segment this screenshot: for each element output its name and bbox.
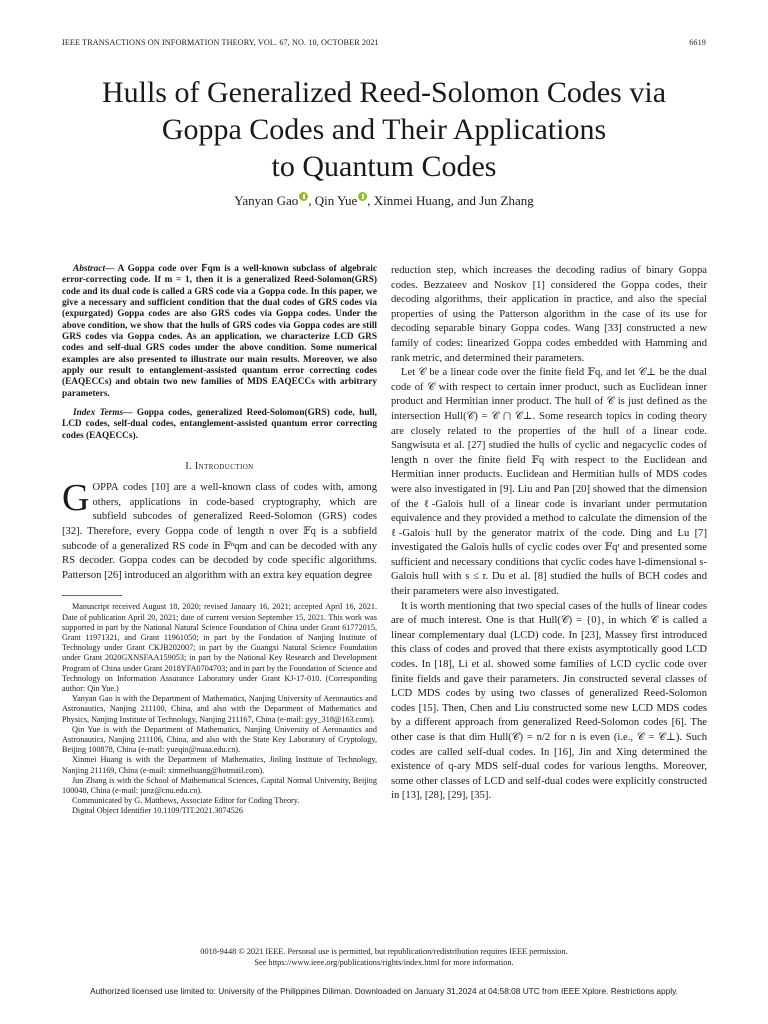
author-name: Qin Yue [314,193,358,208]
author-list: Yanyan Gao , Qin Yue , Xinmei Huang, and Jun Zhang [234,193,534,208]
index-terms-text: — Goppa codes, generalized Reed-Solomon(GRS) code, hull, LCD codes, self-dual codes, entanglement-assisted quantum error correcting codes (EAQECCs). [62,408,377,441]
orcid-icon[interactable] [299,192,308,201]
title-line-2: Goppa Codes and Their Applications [161,113,607,146]
author-names-rest: , Xinmei Huang, and Jun Zhang [367,193,534,208]
index-terms-lead: Index Terms [73,408,124,419]
paper-title [40,74,728,185]
section-number: I. [185,461,195,473]
title-line-1: Hulls of Generalized Reed-Solomon Codes via [101,76,667,109]
drop-cap: G [62,477,90,520]
index-terms [62,408,377,442]
body-paragraph: It is worth mentioning that two special cases of the hulls of linear codes are of much interest. One is that Hull(𝒞) = {0}, in which 𝒞 is called a linear complementary dual (LCD) code. In [23], Massey first introduced this class of codes and proved that there exists asymptotically good LCD codes. In [18], Li et al. showed some families of LCD cyclic code over finite fields and gave their parameters. Jin constructed several classes of LCD MDS codes by using two classes of generalized Reed-Solomon codes [15]. Then, Chen and Liu constructed some new LCD MDS codes by a different approach from generalized Reed-Solomon codes [6]. The other case is that dim Hull(𝒞) = n/2 for n is even (i.e., 𝒞 = 𝒞⊥). Such codes are called self-dual codes. In [16], Jin and Xing determined the existence of q-ary MDS self-dual codes for various lengths. Moreover, some other classes of LCD and self-dual codes were explicitly constructed in [13], [28], [29], [35]. [391,600,707,802]
footnote-editor: Communicated by G. Matthews, Associate Editor for Coding Theory. [72,796,300,806]
footnotes [62,602,377,816]
body-paragraph: Let 𝒞 be a linear code over the finite field 𝔽q, and let 𝒞⊥ be the dual code of 𝒞 with respect to certain inner product, such as Euclidean inner product and Hermitian inner product. The hull of 𝒞 is just defined as the intersection Hull(𝒞) = 𝒞 ⋂ 𝒞⊥. Some research topics in coding theory are closely related to the properties of the hull of a linear code. Sangwisuta et al. [27] studied the hulls of cyclic and negacyclic codes of length n over the finite field 𝔽q with respect to the Euclidean and Hermitian inner products. Euclidean and Hermitian hulls of MDS codes were also investigated in [9]. Liu and Pan [20] showed that the dimension of the ℓ-Galois hull of a linear code is invariant under permutation equivalence and they provided a method to calculate the dimension of the ℓ-Galois hull by the generator matrix of the code. Ding and Lu [7] investigated the Galois hulls of cyclic codes over 𝔽qʳ and presented some sufficient and necessary conditions that cyclic codes have l-dimensional s-Galois hull with s ≤ r. Du et al. [8] studied the hulls of BCH codes and their parameters were also investigated. [391,367,707,598]
section-title: Introduction [194,461,254,473]
abstract-text: — A Goppa code over 𝔽qm is a well-known subclass of algebraic error-correcting code. If m = 1, then it is a generalized Reed-Solomon(GRS) code and its dual code is called a GRS code via a Goppa code. In this paper, we give a necessary and sufficient condition that the dual codes of GRS codes via (expurgated) Goppa codes are also GRS codes via Goppa codes. Under the above condition, we show that the hulls of GRS codes via Goppa codes are still GRS codes via Goppa codes. As an application, we characterize LCD GRS codes and self-dual GRS codes under the above condition. Some numerical examples are also presented to illustrate our main results. Moreover, we also apply our result to entanglement-assisted quantum error correcting codes (EAQECCs) and obtain two new families of MDS EAQECCs with arbitrary parameters. [62,264,377,399]
footnote-affiliation-yue: Qin Yue is with the Department of Mathematics, Nanjing University of Aeronautics and Astronautics, Nanjing 211106, China, and also with the State Key Laboratory of Cryptology, Beijing 100878, China (e-mail: yueqin@nuaa.edu.cn). [62,724,377,755]
orcid-icon[interactable] [358,192,367,201]
footnote-rule [62,595,122,596]
author-name: Yanyan Gao [234,193,299,208]
rights-url-line[interactable]: See https://www.ieee.org/publications/rights/index.html for more information. [254,958,514,967]
right-column [391,264,707,804]
footnote-doi: Digital Object Identifier 10.1109/TIT.2021.3074526 [72,806,243,816]
section-heading [62,461,377,472]
intro-paragraph [62,477,377,583]
page-number: 6619 [689,38,706,47]
journal-name: IEEE TRANSACTIONS ON INFORMATION THEORY, VOL. 67, NO. 10, OCTOBER 2021 [62,38,379,47]
title-line-3: to Quantum Codes [271,150,497,183]
footnote-affiliation-huang: Xinmei Huang is with the Department of Mathematics, Jinling Institute of Technology, Nanjing 211169, China (e-mail: xinmeihuang@hotmail.com). [62,755,377,775]
footnote-manuscript: Manuscript received August 18, 2020; revised January 16, 2021; accepted April 16, 2021. Date of publication April 20, 2021; date of current version September 15, 2021. This work was supported in part by the National Natural Science Foundation of China under Grant 61772015, Grant 11971321, and Grant 11961050; in part by the Fondation of Nanjing Institute of Technology under Grant CKJB202007; in part by the Guangxi Natural Science Foundation under Grant 2020GXNSFAA159053; in part by the National Key Research and Development Program of China under Grant 2018YFA0704703; and in part by the Foundation of Science and Technology on Information Assurance Laboratory under Grant KJ-17-010. (Corresponding author: Qin Yue.) [62,602,377,693]
license-banner: Authorized licensed use limited to: University of the Philippines Diliman. Downloaded on January 31,2024 at 04:58:08 UTC from IEEE Xplore. Restrictions apply. [90,986,678,996]
running-header [62,38,706,52]
intro-smallcaps: OPPA [92,482,119,494]
left-column [62,264,377,817]
copyright-notice [40,946,728,968]
intro-text: codes [10] are a well-known class of codes with, among others, applications in code-based cryptography, which are subfield subcodes of generalized Reed-Solomon (GRS) codes [32]. Therefore, every Goppa code of length n over 𝔽q is a subfield subcode of a generalized RS code in 𝔽ⁿqm and can be decoded with any RS decoder. Goppa codes can be decoded by code specific algorithms. Patterson [26] introduced an algorithm with an extra key equation degree [62,482,377,581]
abstract-lead: Abstract [73,264,106,274]
footnote-affiliation-gao: Yanyan Gao is with the Department of Mathematics, Nanjing University of Aeronautics and Astronautics, Nanjing 211100, China, and also with the Department of Mathematics and Physics, Nanjing Institute of Technology, Nanjing 211167, China (e-mail: gyy_318@163.com). [62,694,377,724]
abstract [62,264,377,400]
copyright-line: 0018-9448 © 2021 IEEE. Personal use is permitted, but republication/redistribution requires IEEE permission. [200,947,568,956]
footnote-affiliation-zhang: Jun Zhang is with the School of Mathematical Sciences, Capital Normal University, Beijing 100048, China (e-mail: junz@cnu.edu.cn). [62,775,377,795]
body-paragraph: reduction step, which increases the decoding radius of binary Goppa codes. Bezzateev and Noskov [1] considered the Goppa codes, their decoding algorithms, their application in practice, and also the special properties of using the Patterson algorithm in the case of its use for decoding separable binary Goppa codes. Wang [33] constructed a new family of codes: linearized Goppa codes embedded with Hamming and rank metric, and determined their parameters. [391,265,707,364]
